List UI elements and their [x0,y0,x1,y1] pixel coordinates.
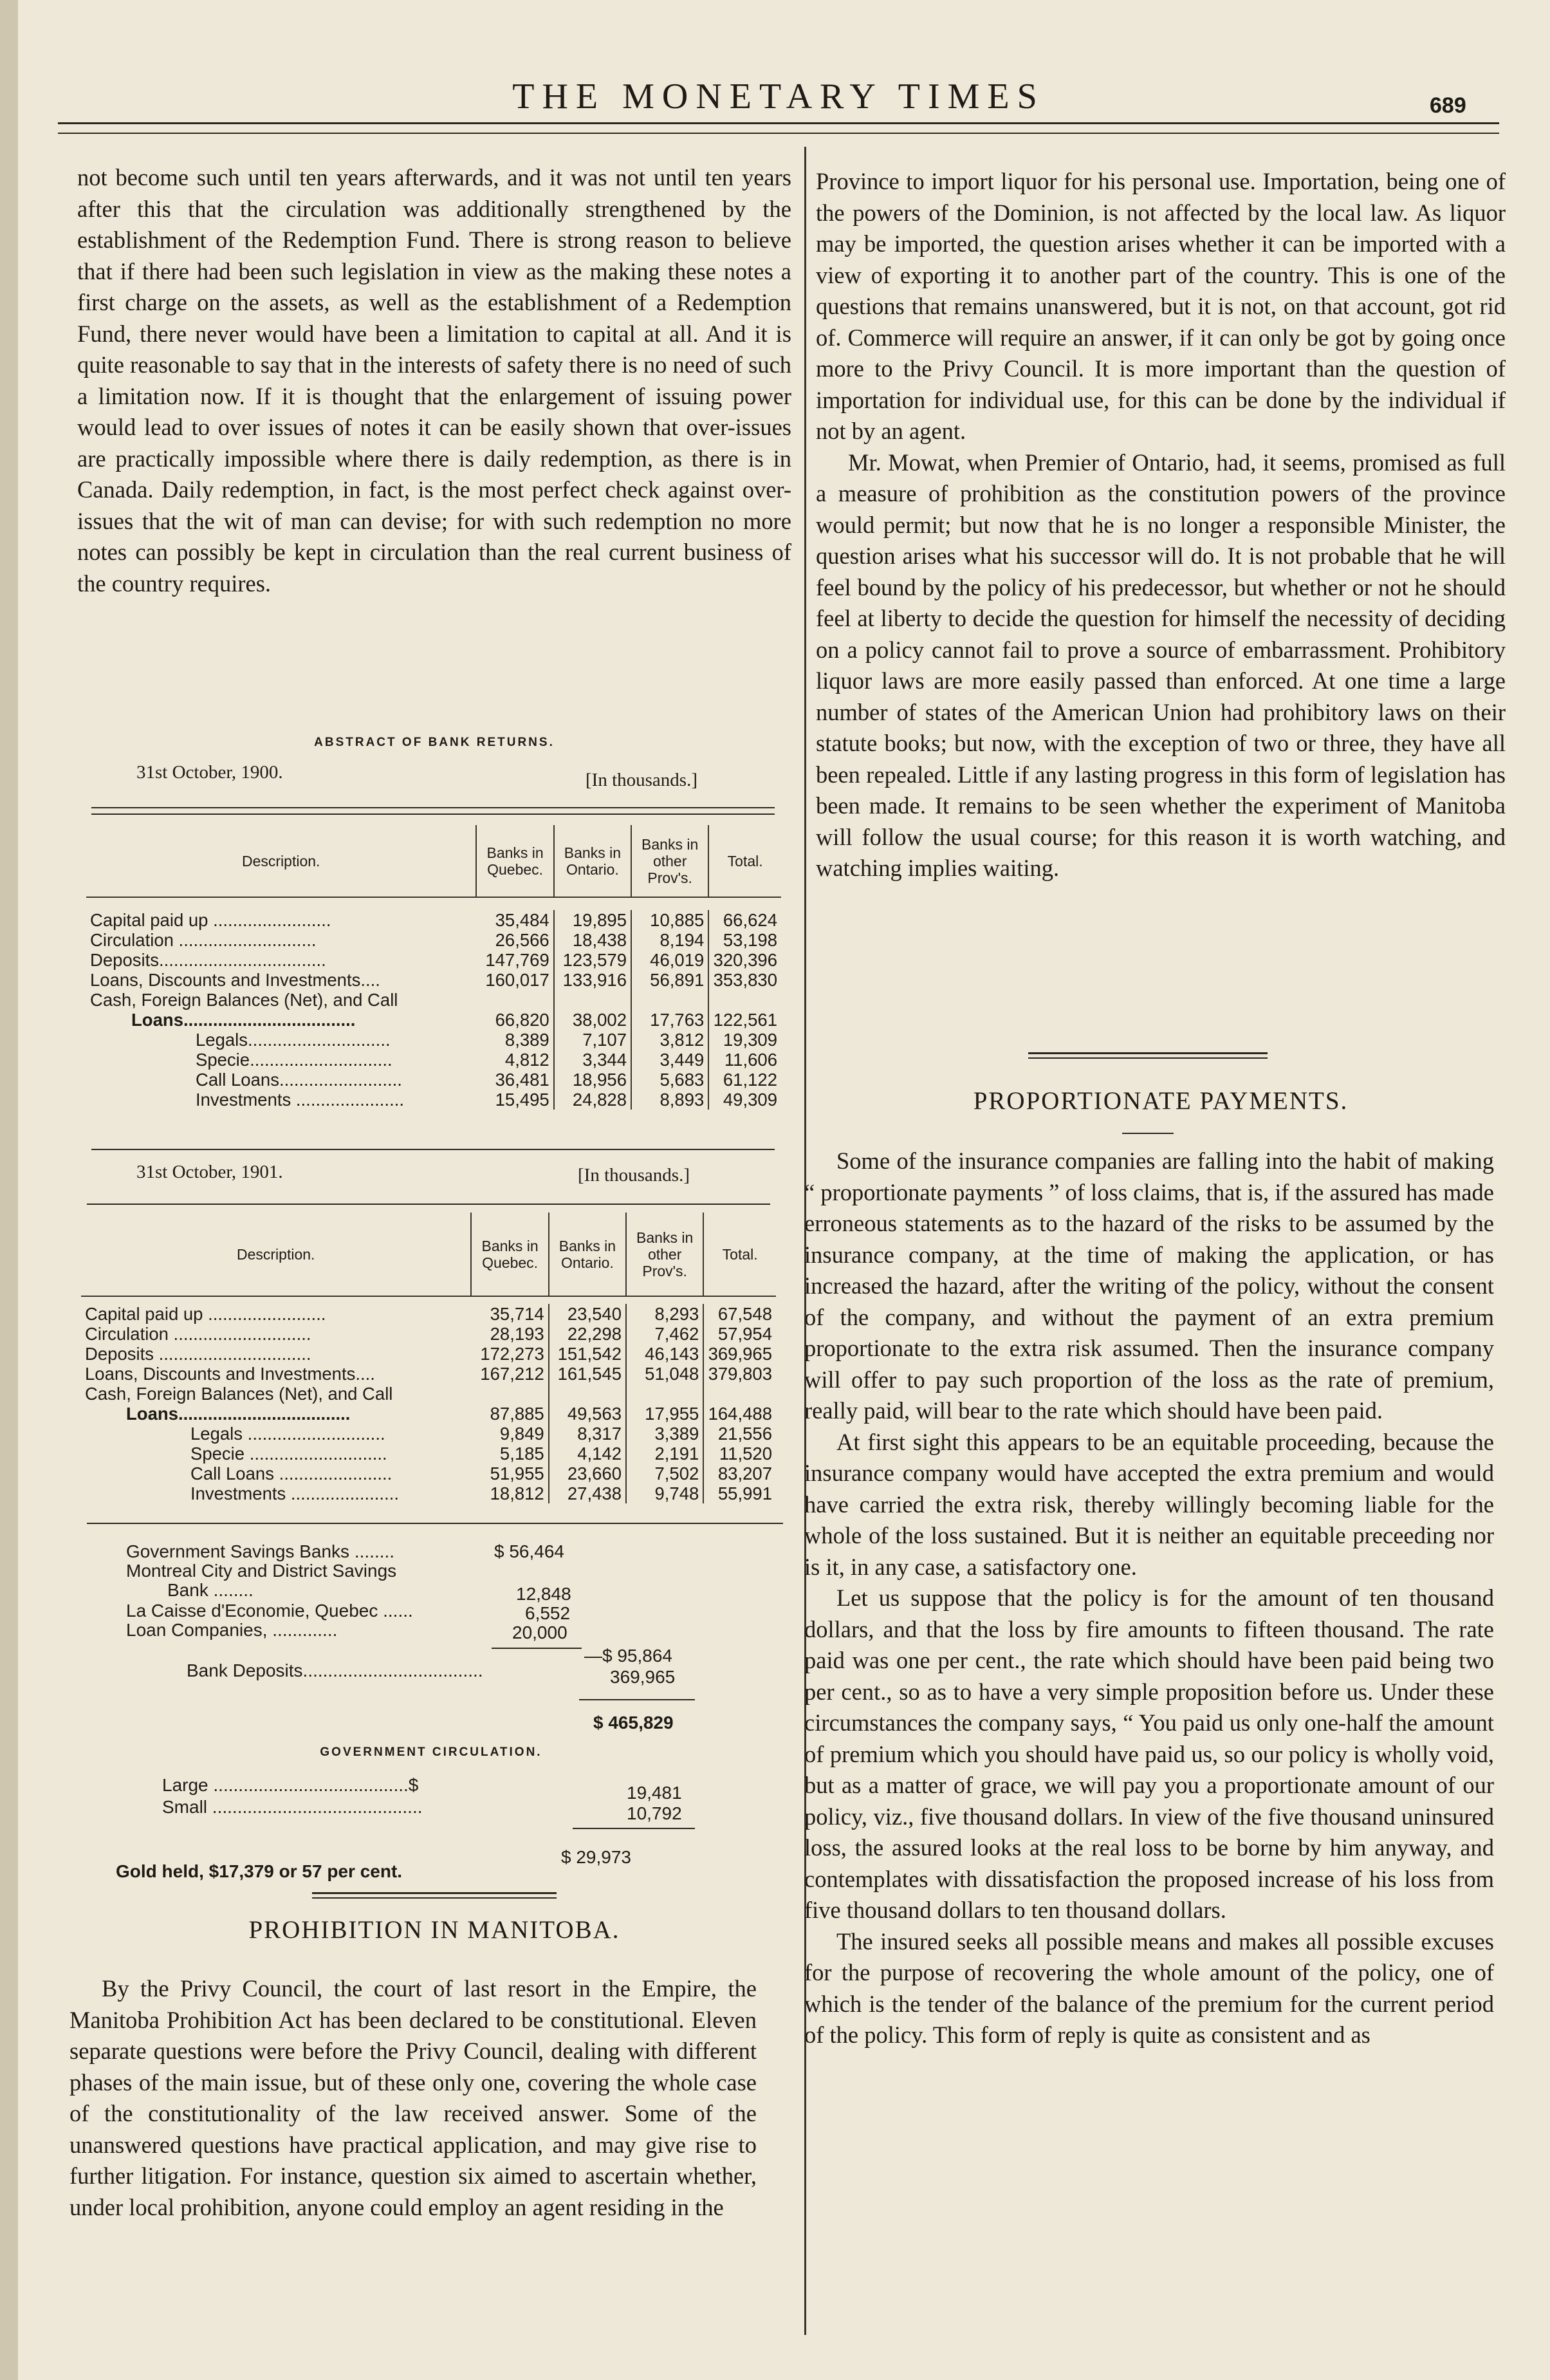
row-value: 17,955 [626,1404,703,1424]
table1-col-quebec: Banks in Quebec. [476,825,553,897]
row-value: 172,273 [471,1344,548,1364]
row-value [631,990,708,1010]
row-value: 8,317 [549,1424,626,1444]
row-value: 17,763 [631,1010,708,1030]
masthead-title: THE MONETARY TIMES [512,77,1045,116]
row-value: 24,828 [554,1090,631,1110]
circulation-total-rule [573,1828,695,1829]
table1-col-total: Total. [727,852,763,869]
row-description: Deposits.................................. [90,950,326,970]
table1-col-other: Banks in other Prov's. [631,825,708,897]
row-value: 167,212 [471,1364,548,1384]
row-value: 67,548 [717,1304,772,1324]
montreal-value: 12,848 [516,1584,571,1604]
subtotal-rule [492,1648,582,1649]
row-description: Deposits ............................... [85,1344,311,1364]
binding-gutter [0,0,18,2380]
title-underline [1122,1133,1174,1134]
table2-col-other: Banks in other Prov's. [626,1213,703,1296]
row-description: Cash, Foreign Balances (Net), and Call [85,1384,393,1404]
row-value [471,1384,548,1404]
row-value [626,1384,703,1404]
row-description: Capital paid up ........................ [90,910,331,930]
prohibition-title-wrap [77,1915,791,1944]
row-value: 53,198 [723,930,777,950]
row-description: Investments ...................... [196,1090,404,1110]
row-value: 46,143 [626,1344,703,1364]
row-value: 8,893 [631,1090,708,1110]
table-row [81,1384,776,1404]
circulation-heading: GOVERNMENT CIRCULATION. [320,1745,542,1759]
loan-companies-value: 20,000 [512,1622,567,1642]
circulation-heading-wrap [77,1745,785,1760]
table1-col-desc: Description. [86,825,476,897]
row-value: 35,484 [476,910,553,930]
row-description: Cash, Foreign Balances (Net), and Call [90,990,398,1010]
row-description: Loans, Discounts and Investments.... [85,1364,375,1384]
row-value: 8,194 [631,930,708,950]
row-value: 379,803 [708,1364,772,1384]
row-value: 83,207 [717,1464,772,1483]
left-column [77,162,791,599]
row-description: Call Loans ....................... [190,1464,392,1483]
row-value: 36,481 [476,1070,553,1090]
row-value: 18,956 [554,1070,631,1090]
row-value: 9,748 [626,1483,703,1503]
section-rule-right [1028,1052,1268,1054]
abstract-heading-wrap [77,736,791,750]
caisse-value: 6,552 [525,1603,571,1623]
row-value: 51,955 [471,1464,548,1483]
row-value: 3,389 [626,1424,703,1444]
row-value: 5,683 [631,1070,708,1090]
row-value: 7,462 [626,1324,703,1344]
table2-top-rule [87,1204,770,1205]
table2-col-total: Total. [722,1245,758,1263]
loan-companies-label: Loan Companies, ............. [126,1620,338,1640]
row-value: 46,019 [631,950,708,970]
gov-savings-value: $ 56,464 [494,1541,564,1561]
row-value: 18,812 [471,1483,548,1503]
gold-held: Gold held, $17,379 or 57 per cent. [116,1861,403,1881]
caisse-label: La Caisse d'Economie, Quebec ...... [126,1601,413,1621]
table-row [81,1424,776,1444]
row-value: 38,002 [554,1010,631,1030]
table-row [81,1364,776,1384]
row-value: 28,193 [471,1324,548,1344]
row-value: 19,309 [723,1030,777,1050]
savings-subtotal: —$ 95,864 [584,1646,672,1666]
row-value: 320,396 [713,950,777,970]
row-value: 151,542 [549,1344,626,1364]
row-value: 4,142 [549,1444,626,1464]
row-value: 353,830 [713,970,777,990]
table1-unit: [In thousands.] [586,770,697,790]
row-value: 57,954 [717,1324,772,1344]
section-rule-left-2 [312,1897,557,1899]
table-row [81,1324,776,1344]
row-value: 11,606 [724,1050,777,1070]
row-value: 7,502 [626,1464,703,1483]
prohibition-paragraph: By the Privy Council, the court of last resort in the Empire, the Manitoba Prohibition Act has been declared to be constitutional. Eleven separate questions were before the Privy Council, dealing with different phases of the main issue, but of these only one, covering the whole case of the constitutionality of the law received answer. Some of the unanswered questions have practical application, and may give rise to further litigation. For instance, question six aimed to ascertain whether, under local prohibition, anyone could employ an agent residing in the [69,1975,757,2220]
table2-col-desc: Description. [81,1213,471,1296]
deposits-total-rule [579,1699,695,1700]
circulation-total: $ 29,973 [561,1847,631,1867]
header-rule [58,122,1499,124]
page-number: 689 [1430,93,1466,118]
montreal-label-1: Montreal City and District Savings [126,1561,397,1581]
row-value: 26,566 [476,930,553,950]
table-row [86,1070,781,1090]
row-value: 147,769 [476,950,553,970]
table-row [86,910,781,930]
row-value: 87,885 [471,1404,548,1424]
row-value: 11,520 [719,1444,772,1464]
row-value: 22,298 [549,1324,626,1344]
table2-date: 31st October, 1901. [136,1162,283,1182]
section-rule-right-2 [1028,1057,1268,1059]
row-value: 8,293 [626,1304,703,1324]
row-description: Loans................................... [126,1404,351,1424]
table1-date: 31st October, 1900. [136,762,283,783]
row-value: 15,495 [476,1090,553,1110]
large-value: 19,481 [627,1783,682,1803]
gov-savings-label: Government Savings Banks ........ [126,1541,395,1561]
table2 [81,1213,776,1503]
row-value [554,990,631,1010]
row-description: Investments ...................... [190,1483,399,1503]
table-row [81,1304,776,1324]
row-description: Specie ............................ [190,1444,387,1464]
table-row [81,1444,776,1464]
section-rule-left [312,1892,557,1894]
table2-unit: [In thousands.] [578,1165,690,1185]
mowat-paragraph: Mr. Mowat, when Premier of Ontario, had, it seems, promised as full a measure of prohibition as the constitution powers of the province would permit; but now that he is no longer a responsible Minister, the question arises what his successor will do. It is not probable that he will feel bound by the policy of his predecessor, but whether or not he should feel at liberty to decide the question for himself the necessity of deciding on a policy cannot fail to prove a source of embarrassment. Prohibitory liquor laws are more easily passed than enforced. At one time a large number of states of the American Union had prohibitory laws on their statute books; but now, with the exception of two or three, they have all been repealed. Little if any lasting progress in this form of legislation has been made. It remains to be seen whether the experiment of Manitoba will follow the usual course; for this reason it is worth watching, and watching implies waiting. [816,449,1506,881]
large-label: Large .......................................$ [162,1775,419,1795]
row-value: 27,438 [549,1483,626,1503]
table2-bottom-rule [87,1523,783,1524]
proportionate-title-wrap [816,1086,1506,1115]
row-value: 369,965 [708,1344,772,1364]
table-row [86,970,781,990]
row-value: 19,895 [554,910,631,930]
table-row [86,1090,781,1110]
table-row [86,1030,781,1050]
table1-top-rule [91,807,775,808]
row-value: 122,561 [713,1010,777,1030]
right-column [816,166,1506,884]
prohibition-title: PROHIBITION IN MANITOBA. [248,1916,620,1944]
row-value: 123,579 [554,950,631,970]
row-value: 51,048 [626,1364,703,1384]
row-value: 133,916 [554,970,631,990]
bank-deposits-value: 369,965 [610,1667,676,1687]
proportionate-para-1: Some of the insurance companies are falling into the habit of making “ proportionate payments ” of loss claims, that is, if the assured has made erroneous statements as to the hazard of the risks to be assumed by the insurance company, at the time of making the application, or has increased the hazard, after the writing of the policy, without the consent of the company, and without the payment of an extra premium proportionate to the extra risk assumed. Then the insurance company will offer to pay such proportion of the loss as the rate of premium, really paid, will bear to the rate which should have been paid. [804,1148,1494,1424]
deposits-total: $ 465,829 [593,1713,674,1733]
row-description: Legals............................. [196,1030,391,1050]
proportionate-para-3: Let us suppose that the policy is for the amount of ten thousand dollars, and that the loss by fire amounts to fifteen thousand. The rate paid was one per cent., the rate which should have been paid being two per cent., so as to have a very simple proposition before us. Under these circumstances the company says, “ You paid us only one-half the amount of premium which you should have paid us, so our policy is wholly void, but as a matter of grace, we will pay you a proportionate amount of our policy, viz., five thousand dollars. In view of the five thousand uninsured loss, the assured looks at the real loss to be borne by him anyway, and contemplates with dissatisfaction the proposed increase of his loss from five thousand dollars to ten thousand dollars. [804,1585,1494,1923]
row-value [476,990,553,1010]
header-rule-thin [58,133,1499,134]
proportionate-para-4: The insured seeks all possible means and makes all possible excuses for the purpose of recovering the whole amount of the policy, one of which is the tender of the balance of the premium for the current period of the policy. This form of reply is quite as consistent and as [804,1928,1494,2048]
proportionate-para-2: At first sight this appears to be an equitable proceeding, because the insurance company would have accepted the extra premium and would have carried the extra risk, thereby willingly becoming liable for the whole of the loss sustained. But it is neither an equitable preceeding nor is it, in any case, a satisfactory one. [804,1428,1494,1580]
row-value: 66,624 [723,910,777,930]
row-value: 66,820 [476,1010,553,1030]
table-row [81,1464,776,1483]
row-description: Capital paid up ........................ [85,1304,326,1324]
row-value [549,1384,626,1404]
row-value: 18,438 [554,930,631,950]
row-value: 2,191 [626,1444,703,1464]
row-value [708,990,781,1010]
row-description: Circulation ............................ [90,930,317,950]
table1-col-ontario: Banks in Ontario. [554,825,631,897]
row-value: 49,563 [549,1404,626,1424]
table-row [81,1483,776,1503]
montreal-label-2: Bank ........ [167,1580,254,1600]
row-value: 160,017 [476,970,553,990]
row-value: 23,540 [549,1304,626,1324]
row-value: 5,185 [471,1444,548,1464]
row-value: 3,449 [631,1050,708,1070]
row-value: 9,849 [471,1424,548,1444]
table1 [86,825,781,1110]
row-value: 7,107 [554,1030,631,1050]
small-label: Small .......................................... [162,1797,423,1817]
prohibition-continued: Province to import liquor for his personal use. Importation, being one of the powers of the Dominion, is not affected by the local law. As liquor may be imported, the question arises whether it can be imported with a view of exporting it to another part of the country. This is one of the questions that remains unanswered, but it is not, on that account, got rid of. Commerce will require an answer, if it can only be got by going once more to the Privy Council. It is more important than the question of importation for individual use, for this can be done by the individual if not by an agent. [816,168,1506,444]
row-description: Specie............................. [196,1050,392,1070]
proportionate-title: PROPORTIONATE PAYMENTS. [973,1087,1349,1115]
row-value: 23,660 [549,1464,626,1483]
table-row [81,1344,776,1364]
table-row [86,930,781,950]
table2-col-quebec: Banks in Quebec. [471,1213,548,1296]
prohibition-body [69,1973,757,2223]
row-value: 164,488 [708,1404,772,1424]
row-description: Loans, Discounts and Investments.... [90,970,380,990]
table-row [86,950,781,970]
row-value: 49,309 [723,1090,777,1110]
abstract-heading: ABSTRACT OF BANK RETURNS. [314,736,555,749]
row-value: 55,991 [717,1483,772,1503]
row-value: 3,344 [554,1050,631,1070]
row-value: 61,122 [723,1070,777,1090]
table-row [86,1010,781,1030]
table1-top-rule-2 [91,813,775,815]
table-row [86,990,781,1010]
row-value: 56,891 [631,970,708,990]
bank-deposits-label: Bank Deposits.................................... [187,1660,483,1680]
row-value: 8,389 [476,1030,553,1050]
row-value [703,1384,776,1404]
row-description: Circulation ............................ [85,1324,311,1344]
row-value: 10,885 [631,910,708,930]
small-value: 10,792 [627,1803,682,1823]
row-value: 4,812 [476,1050,553,1070]
row-description: Legals ............................ [190,1424,385,1444]
table-row [81,1404,776,1424]
row-description: Call Loans......................... [196,1070,402,1090]
row-description: Loans................................... [131,1010,356,1030]
row-value: 35,714 [471,1304,548,1324]
row-value: 3,812 [631,1030,708,1050]
intro-paragraph: not become such until ten years afterwards, and it was not until ten years after this that the circulation was additionally strengthened by the establishment of the Redemption Fund. There is strong reason to believe that if there had been such legislation in view as the making these notes a first charge on the assets, as well as the establishment of a Redemption Fund, there never would have been a limitation to capital at all. And it is quite reasonable to say that in the interests of safety there is no need of such a limitation now. If it is thought that the enlargement of issuing power would lead to over issues of notes it can be easily shown that over-issues are practically impossible where there is daily redemption, as there is in Canada. Daily redemption, in fact, is the most perfect check against over-issues that the wit of man can devise; for with such redemption no more notes can possibly be kept in circulation than the real current business of the country requires. [77,164,791,597]
row-value: 161,545 [549,1364,626,1384]
table-row [86,1050,781,1070]
table2-col-ontario: Banks in Ontario. [549,1213,626,1296]
table1-bottom-rule [91,1149,775,1150]
row-value: 21,556 [717,1424,772,1444]
proportionate-body [804,1146,1494,2051]
